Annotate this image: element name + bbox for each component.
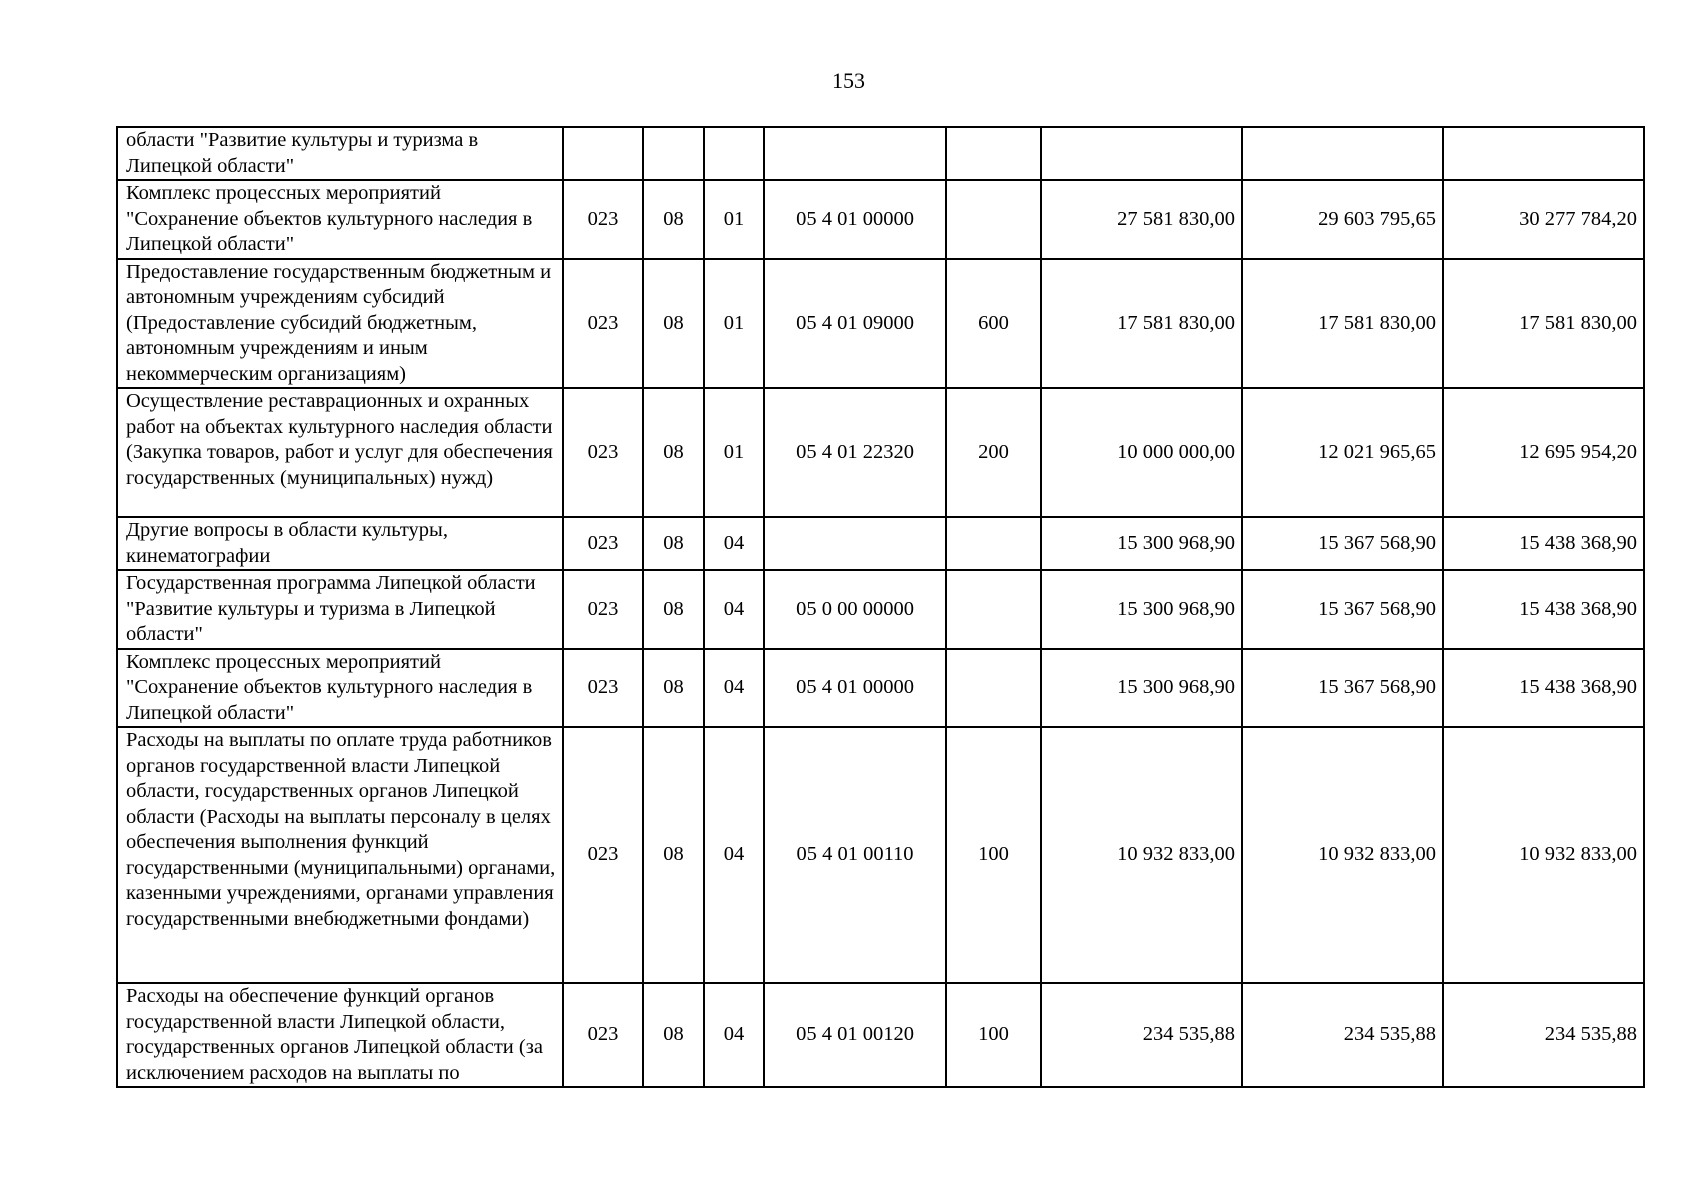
table-row <box>117 180 1644 259</box>
amount-year3-cell: 15 438 368,90 <box>1443 517 1644 570</box>
target-article-cell: 05 4 01 09000 <box>764 259 946 389</box>
target-article-cell: 05 4 01 22320 <box>764 388 946 517</box>
section-code-cell: 08 <box>643 649 704 728</box>
amount-year2-cell: 10 932 833,00 <box>1242 727 1443 983</box>
subsection-code-cell: 01 <box>704 180 764 259</box>
table-row <box>117 259 1644 389</box>
amount-year2-cell: 15 367 568,90 <box>1242 570 1443 649</box>
subsection-code-cell: 04 <box>704 727 764 983</box>
amount-year2-cell: 12 021 965,65 <box>1242 388 1443 517</box>
subsection-code-cell <box>704 127 764 180</box>
table-row <box>117 983 1644 1087</box>
amount-year3-cell: 17 581 830,00 <box>1443 259 1644 389</box>
expense-type-cell <box>946 180 1041 259</box>
expense-name-cell: Расходы на выплаты по оплате труда работников органов государственной власти Липецкой области, государственных органов Липецкой области (Расходы на выплаты персоналу в целях обеспечения выполнения функций государственными (муниципальными) органами, казенными учреждениями, органами управления государственными внебюджетными фондами) <box>117 727 563 983</box>
amount-year3-cell: 12 695 954,20 <box>1443 388 1644 517</box>
amount-year1-cell: 15 300 968,90 <box>1041 570 1242 649</box>
amount-year3-cell: 15 438 368,90 <box>1443 649 1644 728</box>
expense-name-cell: Осуществление реставрационных и охранных работ на объектах культурного наследия области (Закупка товаров, работ и услуг для обеспечения государственных (муниципальных) нужд) <box>117 388 563 517</box>
expense-name-cell: Предоставление государственным бюджетным и автономным учреждениям субсидий (Предоставление субсидий бюджетным, автономным учреждениям и иным некоммерческим организациям) <box>117 259 563 389</box>
subsection-code-cell: 04 <box>704 983 764 1087</box>
amount-year3-cell: 10 932 833,00 <box>1443 727 1644 983</box>
amount-year3-cell: 30 277 784,20 <box>1443 180 1644 259</box>
expense-name-cell: Комплекс процессных мероприятий "Сохранение объектов культурного наследия в Липецкой области" <box>117 649 563 728</box>
amount-year1-cell: 17 581 830,00 <box>1041 259 1242 389</box>
amount-year3-cell: 234 535,88 <box>1443 983 1644 1087</box>
amount-year1-cell <box>1041 127 1242 180</box>
subsection-code-cell: 01 <box>704 388 764 517</box>
table-row <box>117 727 1644 983</box>
expense-name-cell: Расходы на обеспечение функций органов государственной власти Липецкой области, государственных органов Липецкой области (за исключением расходов на выплаты по <box>117 983 563 1087</box>
expense-name-cell: области "Развитие культуры и туризма в Липецкой области" <box>117 127 563 180</box>
amount-year3-cell: 15 438 368,90 <box>1443 570 1644 649</box>
table-row <box>117 517 1644 570</box>
target-article-cell: 05 4 01 00000 <box>764 180 946 259</box>
ministry-code-cell: 023 <box>563 180 643 259</box>
subsection-code-cell: 04 <box>704 570 764 649</box>
expense-name-cell: Государственная программа Липецкой области "Развитие культуры и туризма в Липецкой области" <box>117 570 563 649</box>
expense-type-cell <box>946 649 1041 728</box>
section-code-cell: 08 <box>643 259 704 389</box>
page-number: 153 <box>832 68 865 93</box>
amount-year3-cell <box>1443 127 1644 180</box>
amount-year2-cell <box>1242 127 1443 180</box>
expense-name-cell: Другие вопросы в области культуры, кинематографии <box>117 517 563 570</box>
amount-year2-cell: 17 581 830,00 <box>1242 259 1443 389</box>
ministry-code-cell: 023 <box>563 517 643 570</box>
ministry-code-cell: 023 <box>563 388 643 517</box>
subsection-code-cell: 04 <box>704 517 764 570</box>
subsection-code-cell: 01 <box>704 259 764 389</box>
table-row <box>117 649 1644 728</box>
ministry-code-cell: 023 <box>563 259 643 389</box>
section-code-cell: 08 <box>643 727 704 983</box>
amount-year1-cell: 15 300 968,90 <box>1041 649 1242 728</box>
ministry-code-cell: 023 <box>563 727 643 983</box>
section-code-cell: 08 <box>643 983 704 1087</box>
amount-year2-cell: 15 367 568,90 <box>1242 517 1443 570</box>
expense-type-cell <box>946 127 1041 180</box>
section-code-cell: 08 <box>643 570 704 649</box>
table-row <box>117 388 1644 517</box>
table-row <box>117 127 1644 180</box>
section-code-cell: 08 <box>643 388 704 517</box>
target-article-cell <box>764 127 946 180</box>
section-code-cell: 08 <box>643 517 704 570</box>
ministry-code-cell <box>563 127 643 180</box>
target-article-cell: 05 4 01 00120 <box>764 983 946 1087</box>
amount-year1-cell: 15 300 968,90 <box>1041 517 1242 570</box>
expense-type-cell <box>946 570 1041 649</box>
target-article-cell: 05 0 00 00000 <box>764 570 946 649</box>
amount-year1-cell: 10 000 000,00 <box>1041 388 1242 517</box>
subsection-code-cell: 04 <box>704 649 764 728</box>
target-article-cell <box>764 517 946 570</box>
ministry-code-cell: 023 <box>563 983 643 1087</box>
budget-table <box>116 126 1645 1088</box>
section-code-cell <box>643 127 704 180</box>
expense-type-cell: 100 <box>946 727 1041 983</box>
amount-year1-cell: 10 932 833,00 <box>1041 727 1242 983</box>
amount-year1-cell: 27 581 830,00 <box>1041 180 1242 259</box>
amount-year2-cell: 29 603 795,65 <box>1242 180 1443 259</box>
amount-year2-cell: 15 367 568,90 <box>1242 649 1443 728</box>
section-code-cell: 08 <box>643 180 704 259</box>
expense-name-cell: Комплекс процессных мероприятий "Сохранение объектов культурного наследия в Липецкой области" <box>117 180 563 259</box>
expense-type-cell <box>946 517 1041 570</box>
ministry-code-cell: 023 <box>563 570 643 649</box>
ministry-code-cell: 023 <box>563 649 643 728</box>
expense-type-cell: 100 <box>946 983 1041 1087</box>
expense-type-cell: 200 <box>946 388 1041 517</box>
target-article-cell: 05 4 01 00110 <box>764 727 946 983</box>
target-article-cell: 05 4 01 00000 <box>764 649 946 728</box>
expense-type-cell: 600 <box>946 259 1041 389</box>
amount-year1-cell: 234 535,88 <box>1041 983 1242 1087</box>
table-row <box>117 570 1644 649</box>
amount-year2-cell: 234 535,88 <box>1242 983 1443 1087</box>
